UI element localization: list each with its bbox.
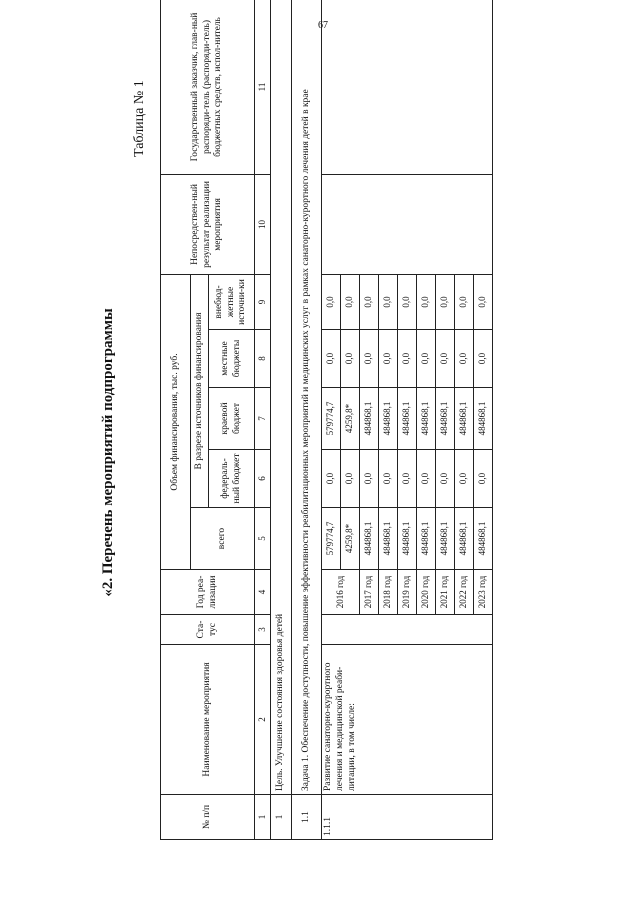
- header-num: № п/п: [161, 795, 255, 840]
- column-number: 2: [255, 645, 271, 795]
- column-number: 4: [255, 570, 271, 615]
- regional-cell: 484868,1: [379, 388, 398, 450]
- header-federal: федераль-ный бюджет: [209, 450, 255, 508]
- header-offbudget: внебюд-жетные источни-ки: [209, 274, 255, 329]
- column-number: 6: [255, 450, 271, 508]
- total-cell: 484868,1: [360, 508, 379, 570]
- header-status: Ста-тус: [161, 615, 255, 645]
- header-result: Непосредствен-ный результат реализации мероприятия: [161, 174, 255, 274]
- year-cell: 2020 год: [417, 570, 436, 615]
- offbudget-cell: 0,0: [341, 274, 360, 329]
- item-status: [322, 615, 493, 645]
- column-number: 10: [255, 174, 271, 274]
- offbudget-cell: 0,0: [436, 274, 455, 329]
- header-finance: Объем финансирования, тыс. руб.: [161, 274, 191, 569]
- header-name: Наименование мероприятия: [161, 645, 255, 795]
- local-cell: 0,0: [436, 330, 455, 388]
- column-number: 1: [255, 795, 271, 840]
- total-cell: 484868,1: [398, 508, 417, 570]
- result-cell: [322, 174, 493, 274]
- regional-cell: 4259,8*: [341, 388, 360, 450]
- total-cell: 484868,1: [436, 508, 455, 570]
- federal-cell: 0,0: [455, 450, 474, 508]
- federal-cell: 0,0: [341, 450, 360, 508]
- year-cell: 2022 год: [455, 570, 474, 615]
- table-label: Таблица № 1: [132, 80, 147, 157]
- total-cell: 484868,1: [455, 508, 474, 570]
- regional-cell: 484868,1: [417, 388, 436, 450]
- offbudget-cell: 0,0: [455, 274, 474, 329]
- regional-cell: 484868,1: [360, 388, 379, 450]
- local-cell: 0,0: [379, 330, 398, 388]
- offbudget-cell: 0,0: [379, 274, 398, 329]
- page-heading: «2. Перечень мероприятий подпрограммы: [100, 308, 116, 597]
- regional-cell: 484868,1: [398, 388, 417, 450]
- column-number: 5: [255, 508, 271, 570]
- regional-cell: 579774,7: [322, 388, 341, 450]
- year-cell: 2019 год: [398, 570, 417, 615]
- local-cell: 0,0: [474, 330, 493, 388]
- goal-number: 1: [271, 795, 292, 840]
- regional-cell: 484868,1: [436, 388, 455, 450]
- header-regional: краевой бюджет: [209, 388, 255, 450]
- measures-table: [160, 0, 493, 840]
- local-cell: 0,0: [322, 330, 341, 388]
- local-cell: 0,0: [360, 330, 379, 388]
- customer-cell: [322, 0, 493, 174]
- header-customer: Государственный заказчик, глав-ный распоряди-тель (распоряди-тель) бюджетных средств, испол-нитель: [161, 0, 255, 174]
- federal-cell: 0,0: [360, 450, 379, 508]
- column-number: 11: [255, 0, 271, 174]
- page-number: 67: [318, 20, 328, 31]
- year-cell: 2017 год: [360, 570, 379, 615]
- task-text: Задача 1. Обеспечение доступности, повышение эффективности реабилитационных мероприятий и медицинских услуг в рамках санаторно-курортного лечения детей в крае: [292, 0, 322, 795]
- offbudget-cell: 0,0: [360, 274, 379, 329]
- federal-cell: 0,0: [474, 450, 493, 508]
- total-cell: 484868,1: [474, 508, 493, 570]
- local-cell: 0,0: [398, 330, 417, 388]
- column-number: 9: [255, 274, 271, 329]
- task-number: 1.1: [292, 795, 322, 840]
- item-name: Развитие санаторно-курортного лечения и медицинской реаби-литации, в том числе:: [322, 645, 493, 795]
- offbudget-cell: 0,0: [322, 274, 341, 329]
- offbudget-cell: 0,0: [417, 274, 436, 329]
- year-cell: 2023 год: [474, 570, 493, 615]
- goal-text: Цель. Улучшение состояния здоровья детей: [271, 0, 292, 795]
- federal-cell: 0,0: [322, 450, 341, 508]
- federal-cell: 0,0: [436, 450, 455, 508]
- header-breakdown: В разрезе источников финансирования: [191, 274, 209, 507]
- total-cell: 484868,1: [417, 508, 436, 570]
- total-cell: 4259,8*: [341, 508, 360, 570]
- regional-cell: 484868,1: [474, 388, 493, 450]
- column-number: 3: [255, 615, 271, 645]
- local-cell: 0,0: [417, 330, 436, 388]
- year-cell: 2021 год: [436, 570, 455, 615]
- federal-cell: 0,0: [398, 450, 417, 508]
- column-number: 7: [255, 388, 271, 450]
- total-cell: 484868,1: [379, 508, 398, 570]
- local-cell: 0,0: [455, 330, 474, 388]
- offbudget-cell: 0,0: [474, 274, 493, 329]
- header-local: местные бюджеты: [209, 330, 255, 388]
- local-cell: 0,0: [341, 330, 360, 388]
- federal-cell: 0,0: [417, 450, 436, 508]
- offbudget-cell: 0,0: [398, 274, 417, 329]
- header-year: Год реа-лизации: [161, 570, 255, 615]
- table-row: [322, 0, 341, 840]
- total-cell: 579774,7: [322, 508, 341, 570]
- column-number: 8: [255, 330, 271, 388]
- regional-cell: 484868,1: [455, 388, 474, 450]
- header-total: всего: [191, 508, 255, 570]
- item-number: 1.1.1: [322, 795, 493, 840]
- year-cell: 2016 год: [322, 570, 360, 615]
- federal-cell: 0,0: [379, 450, 398, 508]
- year-cell: 2018 год: [379, 570, 398, 615]
